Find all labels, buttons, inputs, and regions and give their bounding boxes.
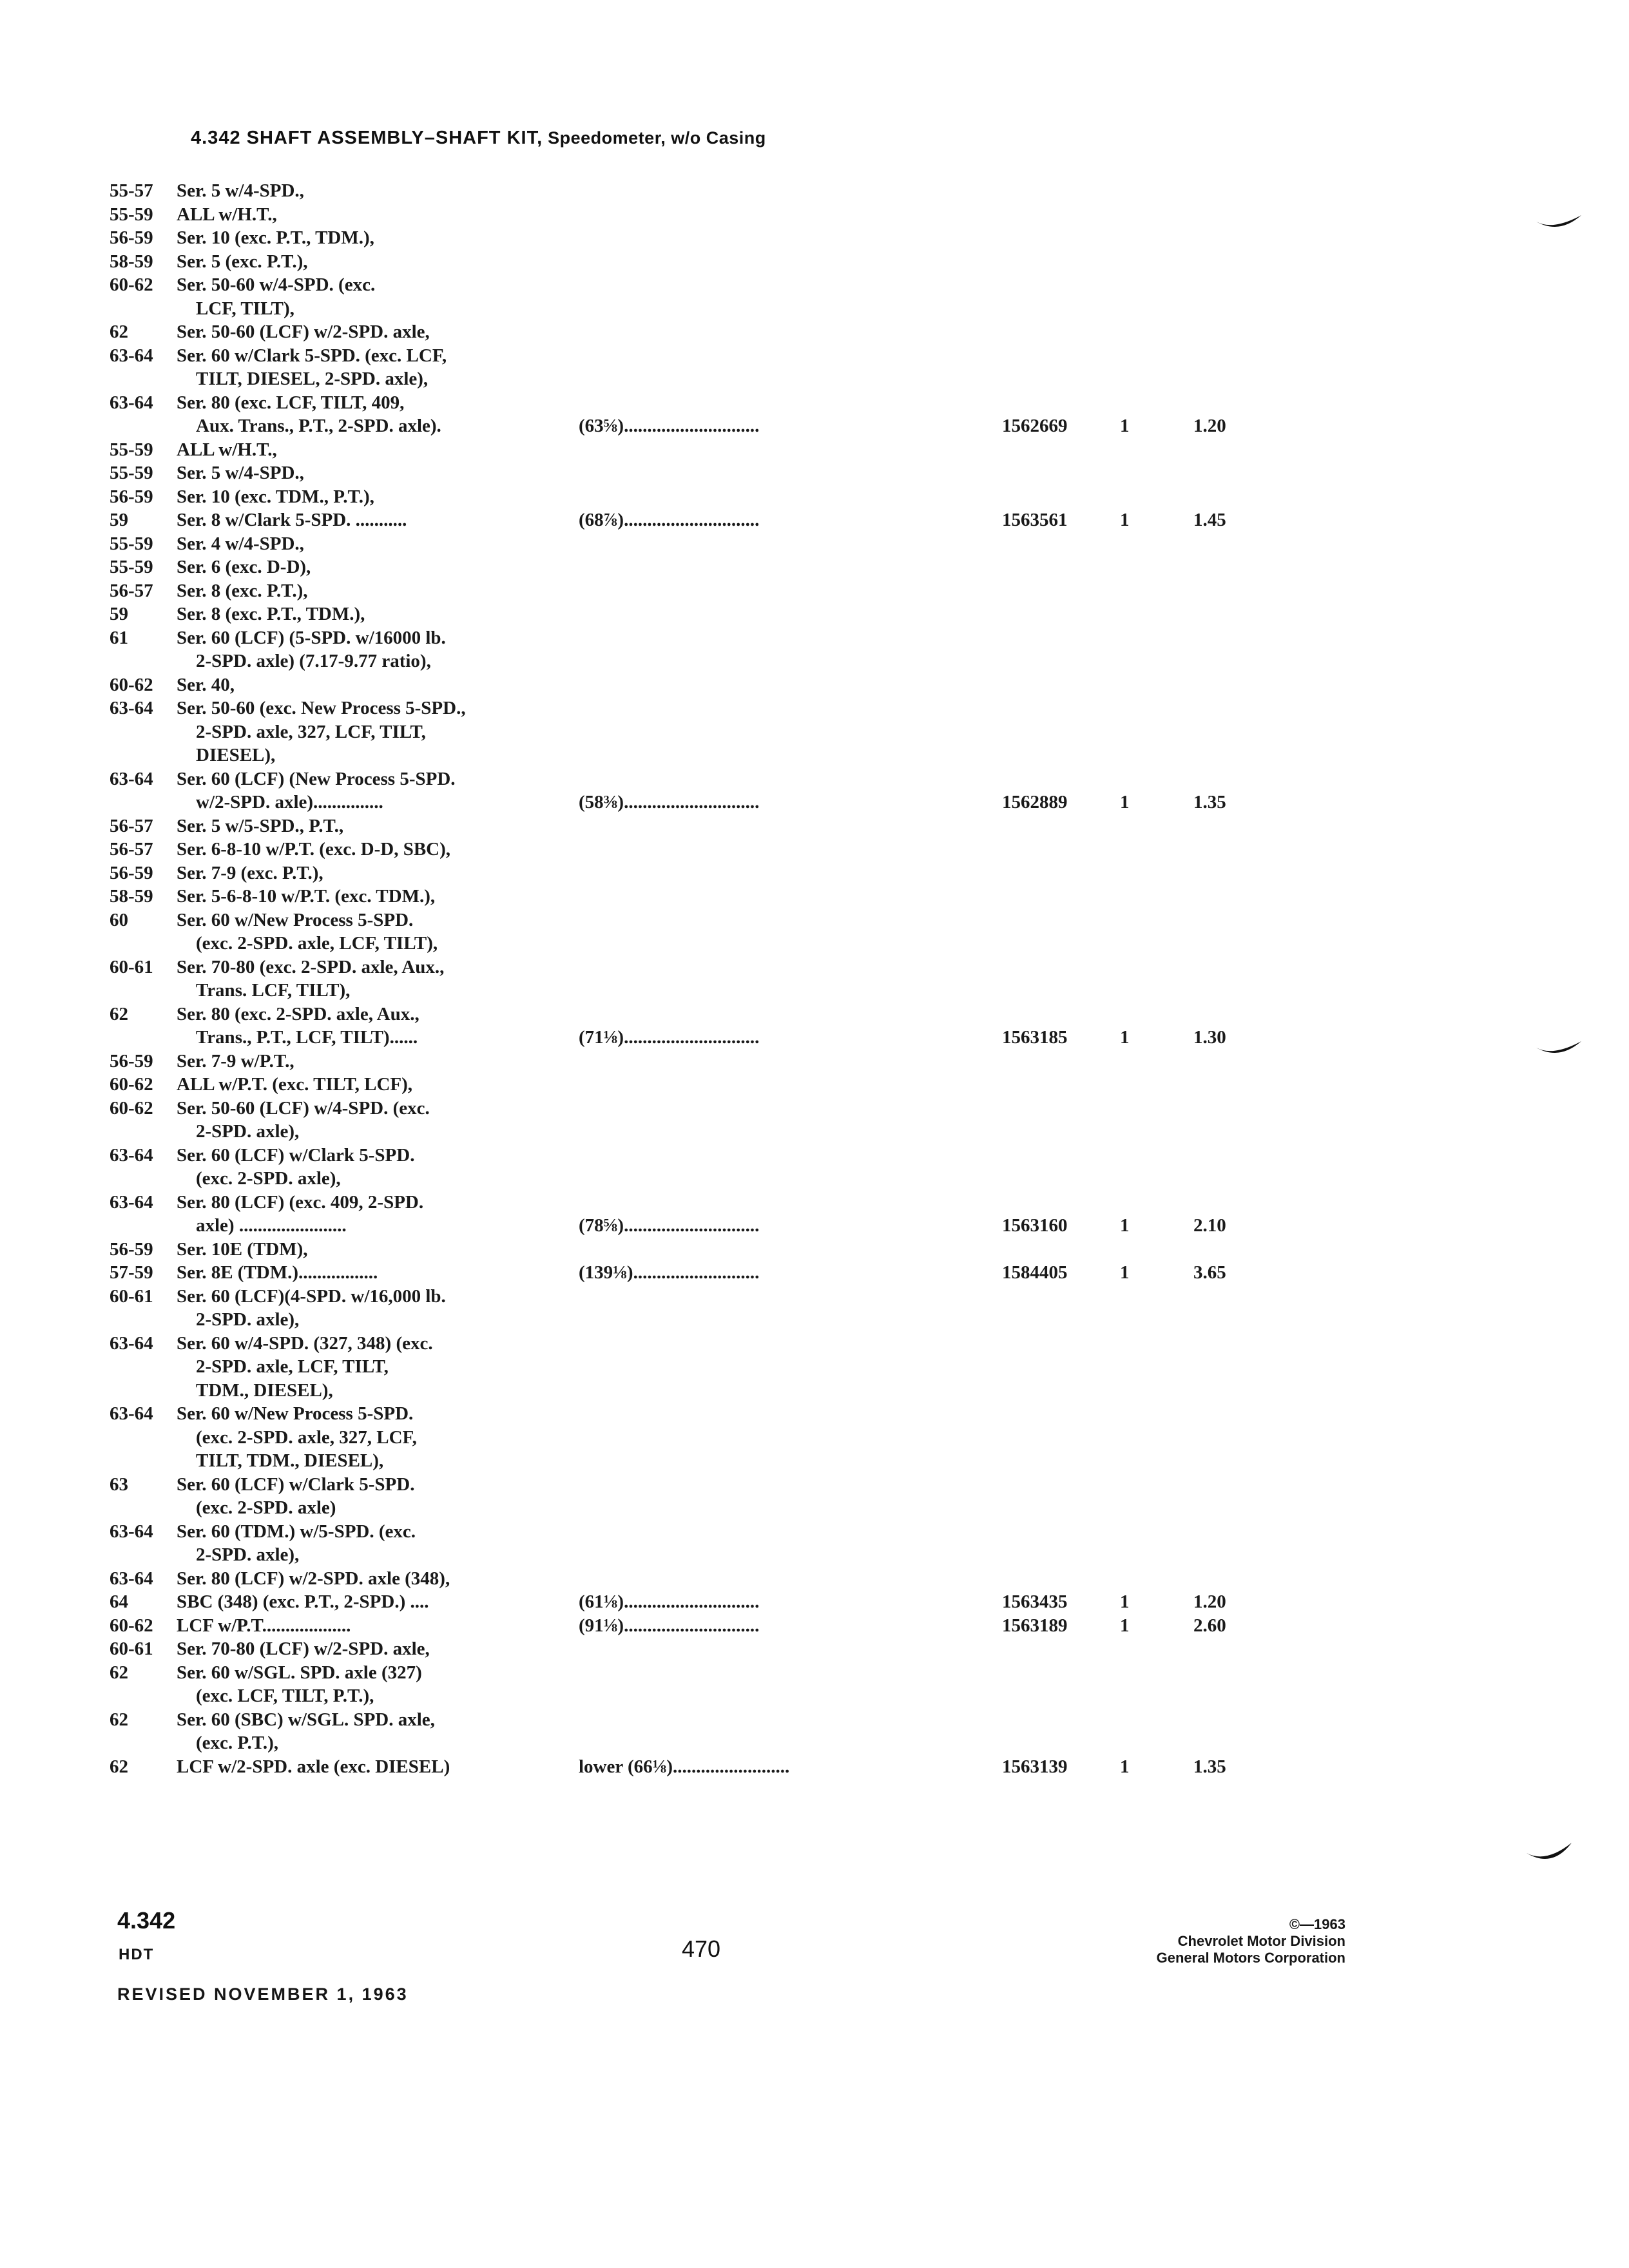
length-value: (63⅝)............................. — [579, 416, 760, 436]
model-year: 59 — [110, 510, 128, 530]
part-number: 1562669 — [1002, 416, 1068, 436]
quantity: 1 — [1120, 1756, 1130, 1777]
application-text: TDM., DIESEL), — [196, 1379, 333, 1401]
application-text: Ser. 60 w/4-SPD. (327, 348) (exc. — [177, 1332, 433, 1354]
list-item — [110, 720, 1269, 744]
length-value: (61⅛)............................. — [579, 1591, 760, 1612]
application-text: Ser. 7-9 w/P.T., — [177, 1050, 294, 1072]
section-title — [191, 128, 766, 149]
application-text: Ser. 60 w/SGL. SPD. axle (327) — [177, 1662, 422, 1683]
list-item — [110, 767, 1269, 791]
list-item — [110, 1614, 1269, 1638]
application-text: Ser. 60 w/New Process 5-SPD. — [177, 909, 414, 930]
application-text: Ser. 60 w/New Process 5-SPD. — [177, 1403, 414, 1424]
application-text: Trans., P.T., LCF, TILT)...... — [196, 1027, 418, 1048]
part-number: 1563189 — [1002, 1615, 1068, 1636]
quantity: 1 — [1120, 1215, 1130, 1236]
list-item — [110, 1402, 1269, 1426]
model-year: 55-59 — [110, 463, 153, 483]
price: 3.65 — [1193, 1262, 1226, 1283]
application-text: Ser. 50-60 (LCF) w/2-SPD. axle, — [177, 322, 430, 342]
page-number: 470 — [682, 1936, 721, 1962]
list-item — [110, 1379, 1269, 1403]
application-text: (exc. LCF, TILT, P.T.), — [196, 1686, 374, 1706]
model-year: 60-61 — [110, 956, 153, 977]
list-item — [110, 344, 1269, 368]
model-year: 63-64 — [110, 1191, 153, 1213]
quantity: 1 — [1120, 1591, 1130, 1612]
list-item — [110, 1332, 1269, 1356]
part-number: 1563185 — [1002, 1027, 1068, 1048]
list-item — [110, 1097, 1269, 1120]
list-item — [110, 979, 1269, 1003]
application-text: Ser. 80 (exc. 2-SPD. axle, Aux., — [177, 1003, 419, 1024]
model-year: 56-59 — [110, 1050, 153, 1072]
list-item — [110, 1449, 1269, 1473]
application-text: LCF w/P.T................... — [177, 1615, 351, 1636]
model-year: 56-57 — [110, 815, 153, 836]
application-text: TILT, DIESEL, 2-SPD. axle), — [196, 369, 429, 389]
list-item — [110, 838, 1269, 861]
model-year: 56-57 — [110, 580, 153, 601]
application-text: Ser. 70-80 (exc. 2-SPD. axle, Aux., — [177, 956, 445, 977]
list-item — [110, 1355, 1269, 1379]
application-text: Ser. 10 (exc. P.T., TDM.), — [177, 227, 374, 248]
price: 1.20 — [1193, 416, 1226, 436]
list-item — [110, 297, 1269, 321]
list-item — [110, 320, 1269, 344]
price: 1.30 — [1193, 1027, 1226, 1048]
list-item — [110, 203, 1269, 227]
application-text: axle) ....................... — [196, 1215, 347, 1236]
price: 1.35 — [1193, 1756, 1226, 1777]
list-item — [110, 908, 1269, 932]
quantity: 1 — [1120, 1615, 1130, 1636]
binder-hole-mark-3 — [1524, 1836, 1576, 1869]
application-text: Ser. 5 w/5-SPD., P.T., — [177, 815, 344, 836]
application-text: Aux. Trans., P.T., 2-SPD. axle). — [196, 416, 441, 436]
list-item — [110, 1191, 1269, 1215]
model-year: 60-61 — [110, 1639, 153, 1659]
binder-hole-mark-2 — [1534, 1031, 1585, 1063]
application-text: Ser. 5 w/4-SPD., — [177, 463, 304, 483]
model-year: 63-64 — [110, 1403, 153, 1424]
part-number: 1562889 — [1002, 792, 1068, 812]
application-text: (exc. 2-SPD. axle, 327, LCF, — [196, 1427, 417, 1448]
model-year: 63-64 — [110, 1521, 153, 1542]
application-text: Ser. 7-9 (exc. P.T.), — [177, 862, 323, 883]
list-item — [110, 1731, 1269, 1755]
parts-list — [110, 179, 1269, 1778]
application-text: 2-SPD. axle), — [196, 1309, 300, 1330]
length-value: (68⅞)............................. — [579, 510, 760, 530]
list-item — [110, 673, 1269, 697]
list-item — [110, 1308, 1269, 1332]
model-year: 62 — [110, 1709, 128, 1730]
quantity: 1 — [1120, 1027, 1130, 1048]
application-text: 2-SPD. axle, 327, LCF, TILT, — [196, 721, 426, 742]
application-text: (exc. 2-SPD. axle), — [196, 1168, 341, 1189]
application-text: 2-SPD. axle, LCF, TILT, — [196, 1356, 389, 1377]
list-item — [110, 1285, 1269, 1309]
list-item — [110, 391, 1269, 415]
application-text: Ser. 60 w/Clark 5-SPD. (exc. LCF, — [177, 345, 447, 366]
list-item — [110, 932, 1269, 956]
model-year: 59 — [110, 604, 128, 624]
application-text: Ser. 8 (exc. P.T., TDM.), — [177, 604, 365, 624]
length-value: (71⅛)............................. — [579, 1027, 760, 1048]
list-item — [110, 1496, 1269, 1520]
model-year: 63-64 — [110, 768, 153, 789]
model-year: 62 — [110, 1662, 128, 1683]
list-item — [110, 226, 1269, 250]
quantity: 1 — [1120, 792, 1130, 812]
corporation-line: General Motors Corporation — [1156, 1950, 1345, 1966]
model-year: 60-61 — [110, 1285, 153, 1307]
application-text: Ser. 8 w/Clark 5-SPD. ........... — [177, 510, 407, 530]
application-text: Ser. 5-6-8-10 w/P.T. (exc. TDM.), — [177, 886, 436, 907]
length-value: lower (66⅛)......................... — [579, 1756, 790, 1777]
model-year: 63-64 — [110, 345, 153, 366]
list-item — [110, 579, 1269, 603]
price: 2.10 — [1193, 1215, 1226, 1236]
list-item — [110, 956, 1269, 979]
list-item — [110, 1073, 1269, 1097]
list-item — [110, 1473, 1269, 1497]
list-item — [110, 555, 1269, 579]
length-value: (139⅛)........................... — [579, 1262, 760, 1283]
length-value: (78⅝)............................. — [579, 1215, 760, 1236]
application-text: 2-SPD. axle) (7.17-9.77 ratio), — [196, 651, 431, 671]
application-text: ALL w/H.T., — [177, 204, 277, 225]
list-item — [110, 1167, 1269, 1191]
footer-code: HDT — [119, 1946, 155, 1963]
model-year: 63-64 — [110, 698, 153, 718]
application-text: Ser. 60 (LCF) w/Clark 5-SPD. — [177, 1144, 415, 1166]
model-year: 60-62 — [110, 1097, 153, 1119]
application-text: 2-SPD. axle), — [196, 1544, 300, 1565]
model-year: 63-64 — [110, 392, 153, 413]
quantity: 1 — [1120, 416, 1130, 436]
list-item — [110, 1144, 1269, 1168]
model-year: 55-57 — [110, 180, 153, 201]
application-text: DIESEL), — [196, 745, 276, 765]
application-text: Ser. 80 (LCF) (exc. 409, 2-SPD. — [177, 1191, 424, 1213]
application-text: SBC (348) (exc. P.T., 2-SPD.) .... — [177, 1591, 429, 1612]
application-text: ALL w/H.T., — [177, 439, 277, 460]
list-item — [110, 508, 1269, 532]
model-year: 56-59 — [110, 486, 153, 507]
list-item — [110, 791, 1269, 814]
copyright-line: ©—1963 — [1289, 1916, 1345, 1932]
list-item — [110, 649, 1269, 673]
list-item — [110, 532, 1269, 556]
footer-section-number: 4.342 — [117, 1907, 176, 1934]
application-text: Ser. 8E (TDM.)................. — [177, 1262, 378, 1283]
application-text: Ser. 60 (LCF) (5-SPD. w/16000 lb. — [177, 627, 446, 648]
list-item — [110, 414, 1269, 438]
part-number: 1563160 — [1002, 1215, 1068, 1236]
model-year: 60-62 — [110, 1615, 153, 1636]
list-item — [110, 697, 1269, 720]
list-item — [110, 1637, 1269, 1661]
application-text: Ser. 4 w/4-SPD., — [177, 533, 304, 554]
model-year: 56-59 — [110, 862, 153, 883]
model-year: 63-64 — [110, 1144, 153, 1166]
application-text: Ser. 8 (exc. P.T.), — [177, 580, 308, 601]
model-year: 56-59 — [110, 227, 153, 248]
list-item — [110, 1214, 1269, 1238]
application-text: Ser. 80 (LCF) w/2-SPD. axle (348), — [177, 1568, 450, 1589]
model-year: 63-64 — [110, 1568, 153, 1589]
list-item — [110, 1708, 1269, 1732]
price: 1.20 — [1193, 1591, 1226, 1612]
list-item — [110, 744, 1269, 767]
application-text: w/2-SPD. axle)............... — [196, 792, 383, 812]
model-year: 62 — [110, 1003, 128, 1024]
list-item — [110, 1543, 1269, 1567]
model-year: 58-59 — [110, 251, 153, 272]
list-item — [110, 1590, 1269, 1614]
section-title-main: 4.342 SHAFT ASSEMBLY–SHAFT KIT, — [191, 128, 543, 148]
application-text: Ser. 60 (LCF) (New Process 5-SPD. — [177, 768, 456, 789]
model-year: 56-57 — [110, 839, 153, 860]
application-text: Ser. 6 (exc. D-D), — [177, 557, 311, 577]
list-item — [110, 1426, 1269, 1450]
application-text: Ser. 60 (SBC) w/SGL. SPD. axle, — [177, 1709, 435, 1730]
list-item — [110, 1261, 1269, 1285]
list-item — [110, 438, 1269, 462]
part-number: 1584405 — [1002, 1262, 1068, 1283]
application-text: LCF w/2-SPD. axle (exc. DIESEL) — [177, 1756, 450, 1777]
model-year: 63-64 — [110, 1332, 153, 1354]
list-item — [110, 273, 1269, 297]
quantity: 1 — [1120, 510, 1130, 530]
application-text: Ser. 10 (exc. TDM., P.T.), — [177, 486, 374, 507]
list-item — [110, 1520, 1269, 1544]
application-text: (exc. P.T.), — [196, 1733, 279, 1753]
list-item — [110, 1684, 1269, 1708]
application-text: Ser. 5 w/4-SPD., — [177, 180, 304, 201]
model-year: 60-62 — [110, 274, 153, 295]
publisher-block — [1157, 1916, 1345, 1966]
model-year: 60 — [110, 909, 128, 930]
application-text: Ser. 50-60 (LCF) w/4-SPD. (exc. — [177, 1097, 430, 1119]
application-text: Ser. 50-60 w/4-SPD. (exc. — [177, 274, 376, 295]
price: 1.35 — [1193, 792, 1226, 812]
model-year: 60-62 — [110, 674, 153, 695]
list-item — [110, 367, 1269, 391]
division-line: Chevrolet Motor Division — [1177, 1933, 1345, 1949]
model-year: 57-59 — [110, 1262, 153, 1283]
model-year: 61 — [110, 627, 128, 648]
part-number: 1563435 — [1002, 1591, 1068, 1612]
model-year: 64 — [110, 1591, 128, 1612]
length-value: (58⅜)............................. — [579, 792, 760, 812]
length-value: (91⅛)............................. — [579, 1615, 760, 1636]
model-year: 55-59 — [110, 557, 153, 577]
part-number: 1563561 — [1002, 510, 1068, 530]
application-text: Ser. 5 (exc. P.T.), — [177, 251, 308, 272]
list-item — [110, 1661, 1269, 1685]
application-text: LCF, TILT), — [196, 298, 294, 319]
model-year: 62 — [110, 1756, 128, 1777]
list-item — [110, 626, 1269, 650]
price: 1.45 — [1193, 510, 1226, 530]
quantity: 1 — [1120, 1262, 1130, 1283]
application-text: 2-SPD. axle), — [196, 1121, 300, 1142]
list-item — [110, 1755, 1269, 1779]
application-text: Ser. 10E (TDM), — [177, 1238, 308, 1260]
list-item — [110, 485, 1269, 509]
binder-hole-mark-1 — [1534, 205, 1585, 237]
list-item — [110, 885, 1269, 908]
list-item — [110, 1567, 1269, 1591]
application-text: Trans. LCF, TILT), — [196, 980, 351, 1001]
application-text: Ser. 60 (LCF) w/Clark 5-SPD. — [177, 1474, 415, 1495]
application-text: Ser. 80 (exc. LCF, TILT, 409, — [177, 392, 405, 413]
application-text: TILT, TDM., DIESEL), — [196, 1450, 384, 1471]
application-text: ALL w/P.T. (exc. TILT, LCF), — [177, 1074, 413, 1095]
application-text: Ser. 60 (TDM.) w/5-SPD. (exc. — [177, 1521, 416, 1542]
application-text: Ser. 6-8-10 w/P.T. (exc. D-D, SBC), — [177, 839, 451, 860]
list-item — [110, 814, 1269, 838]
list-item — [110, 1238, 1269, 1262]
list-item — [110, 1050, 1269, 1073]
model-year: 55-59 — [110, 533, 153, 554]
list-item — [110, 1120, 1269, 1144]
model-year: 63 — [110, 1474, 128, 1495]
application-text: Ser. 50-60 (exc. New Process 5-SPD., — [177, 698, 466, 718]
list-item — [110, 861, 1269, 885]
list-item — [110, 250, 1269, 274]
model-year: 56-59 — [110, 1238, 153, 1260]
list-item — [110, 179, 1269, 203]
list-item — [110, 602, 1269, 626]
list-item — [110, 1026, 1269, 1050]
application-text: Ser. 70-80 (LCF) w/2-SPD. axle, — [177, 1639, 430, 1659]
list-item — [110, 1003, 1269, 1026]
model-year: 58-59 — [110, 886, 153, 907]
revision-date: REVISED NOVEMBER 1, 1963 — [117, 1984, 409, 2004]
application-text: Ser. 60 (LCF)(4-SPD. w/16,000 lb. — [177, 1285, 446, 1307]
part-number: 1563139 — [1002, 1756, 1068, 1777]
section-title-sub: Speedometer, w/o Casing — [543, 128, 766, 148]
application-text: Ser. 40, — [177, 674, 235, 695]
model-year: 55-59 — [110, 204, 153, 225]
model-year: 62 — [110, 322, 128, 342]
list-item — [110, 461, 1269, 485]
price: 2.60 — [1193, 1615, 1226, 1636]
application-text: (exc. 2-SPD. axle, LCF, TILT), — [196, 933, 438, 954]
application-text: (exc. 2-SPD. axle) — [196, 1497, 336, 1518]
model-year: 60-62 — [110, 1074, 153, 1095]
model-year: 55-59 — [110, 439, 153, 460]
